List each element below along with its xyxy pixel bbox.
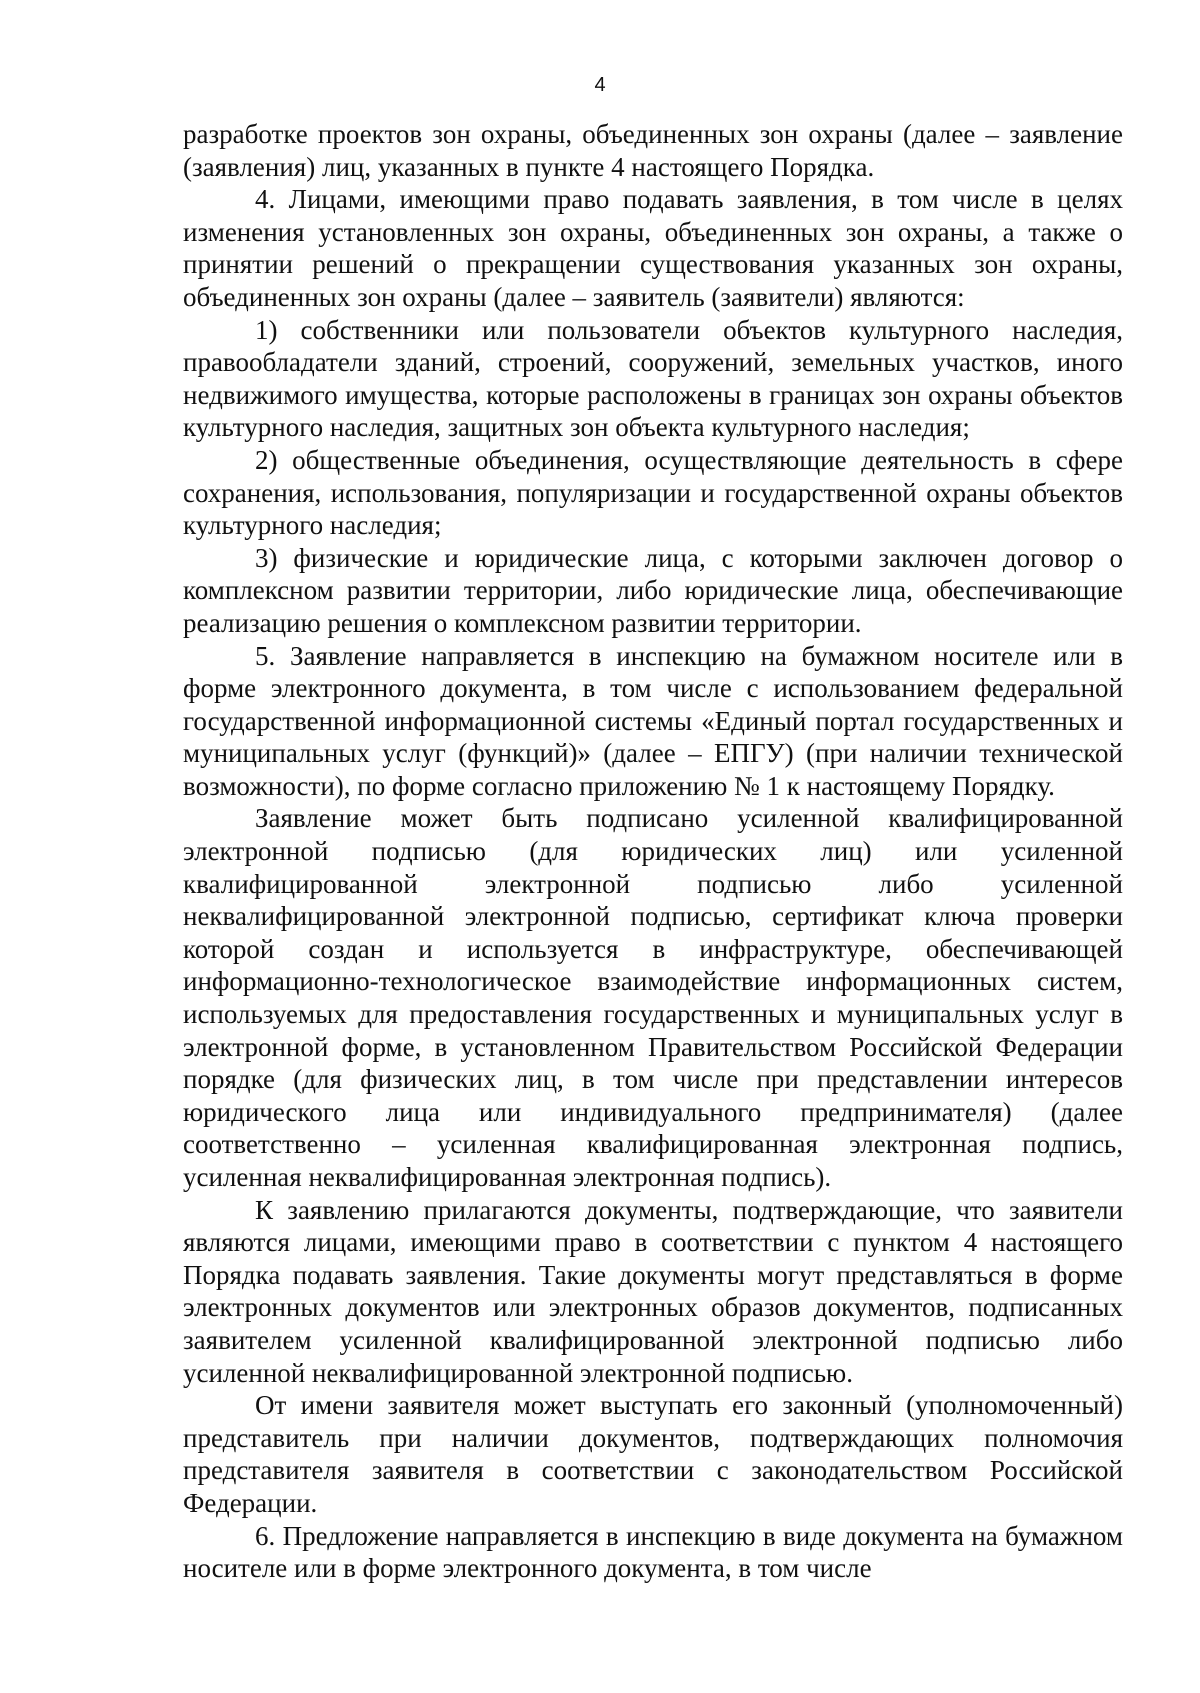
paragraph-attachments: К заявлению прилагаются документы, подтверждающие, что заявители являются лицами, имеющими право в соответствии с пунктом 4 настоящего Порядка подавать заявления. Такие документы могут представляться в форме электронных документов или электронных образов документов, подписанных заявителем усиленной квалифицированной электронной подписью либо усиленной неквалифицированной электронной подписью.	[183, 1194, 1123, 1388]
paragraph-item-4: 4. Лицами, имеющими право подавать заявления, в том числе в целях изменения установленных зон охраны, объединенных зон охраны, а также о принятии решений о прекращении существования указанных зон охраны, объединенных зон охраны (далее – заявитель (заявители) являются:	[183, 184, 1123, 312]
paragraph-continuation: разработке проектов зон охраны, объединенных зон охраны (далее – заявление (заявления) лиц, указанных в пункте 4 настоящего Порядка.	[183, 119, 1123, 182]
document-body	[183, 118, 1123, 1585]
paragraph-subitem-2: 2) общественные объединения, осуществляющие деятельность в сфере сохранения, использования, популяризации и государственной охраны объектов культурного наследия;	[183, 444, 1123, 541]
paragraph-subitem-1: 1) собственники или пользователи объектов культурного наследия, правообладатели зданий, строений, сооружений, земельных участков, иного недвижимого имущества, которые расположены в границах зон охраны объектов культурного наследия, защитных зон объекта культурного наследия;	[183, 314, 1123, 443]
paragraph-representative: От имени заявителя может выступать его законный (уполномоченный) представитель при наличии документов, подтверждающих полномочия представителя заявителя в соответствии с законодательством Российской Федерации.	[183, 1390, 1123, 1518]
paragraph-subitem-3: 3) физические и юридические лица, с которыми заключен договор о комплексном развитии территории, либо юридические лица, обеспечивающие реализацию решения о комплексном развитии территории.	[183, 542, 1123, 638]
paragraph-signature: Заявление может быть подписано усиленной квалифицированной электронной подписью (для юридических лиц) или усиленной квалифицированной электронной подписью либо усиленной неквалифицированной электронной подписью, сертификат ключа проверки которой создан и используется в инфраструктуре, обеспечивающей информационно-технологическое взаимодействие информационных систем, используемых для предоставления государственных и муниципальных услуг в электронной форме, в установленном Правительством Российской Федерации порядке (для физических лиц, в том числе при представлении интересов юридического лица или индивидуального предпринимателя) (далее соответственно – усиленная квалифицированная электронная подпись, усиленная неквалифицированная электронная подпись).	[183, 803, 1123, 1192]
paragraph-item-5: 5. Заявление направляется в инспекцию на бумажном носителе или в форме электронного документа, в том числе с использованием федеральной государственной информационной системы «Единый портал государственных и муниципальных услуг (функций)» (далее – ЕПГУ) (при наличии технической возможности), по форме согласно приложению № 1 к настоящему Порядку.	[183, 640, 1123, 801]
page-number: 4	[594, 74, 606, 96]
paragraph-item-6: 6. Предложение направляется в инспекцию в виде документа на бумажном носителе или в форме электронного документа, в том числе	[183, 1520, 1123, 1584]
